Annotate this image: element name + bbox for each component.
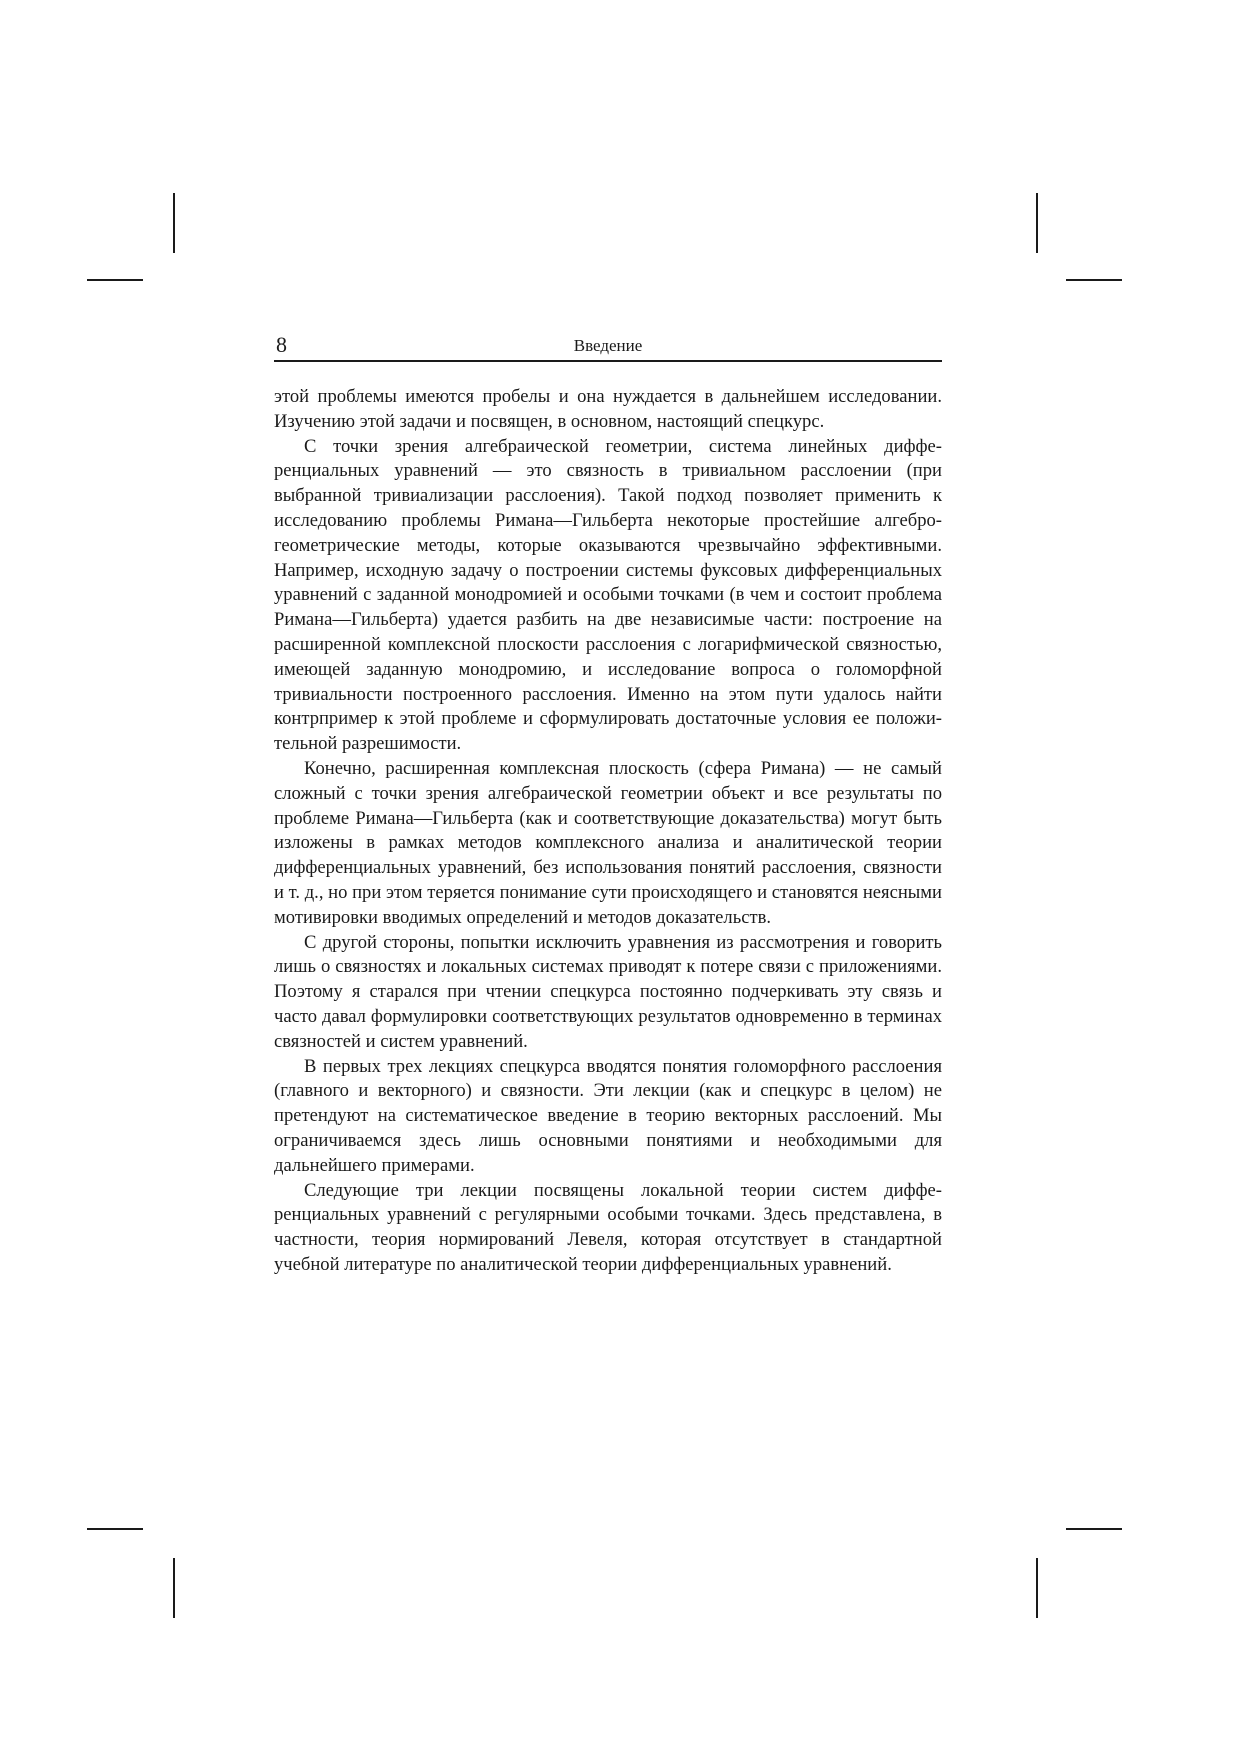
paragraph: С другой стороны, попытки исключить уравнения из рассмотрения и говорить лишь о связностях и локальных системах приводят к потере связи с приложениями. Поэтому я старался при чтении спецкурса постоянно подчеркивать эту связь и часто давал формулировки соответствующих результатов одновременно в терминах связностей и систем уравнений. [274,931,942,1052]
crop-mark-bottom-left-vertical [173,1558,175,1618]
body-text [274,385,942,1278]
page-header [274,330,942,362]
crop-mark-top-right-vertical [1036,193,1038,253]
crop-mark-bottom-right-vertical [1036,1558,1038,1618]
paragraph: Конечно, расширенная комплексная плоскость (сфера Римана) — не самый сложный с точки зрения алгебраической геометрии объект и все результаты по проблеме Римана—Гильберта (как и соответствующие доказательства) могут быть изложены в рамках методов комплексного анализа и аналитической теории дифференциальных уравнений, без использования понятий расслоения, связности и т. д., но при этом теряется понимание сути происходящего и становятся неясными мотивировки вводимых определений и методов доказательств. [274,757,942,928]
crop-mark-bottom-left-horizontal [87,1528,143,1530]
crop-mark-top-left-horizontal [87,279,143,281]
paragraph-continued: этой проблемы имеются пробелы и она нуждается в дальнейшем исследовании. Изучению этой задачи и посвящен, в основном, настоящий спецкурс. [274,386,942,432]
running-title: Введение [573,336,643,355]
paragraph: В первых трех лекциях спецкурса вводятся понятия голоморфного расслоения (главного и векторного) и связности. Эти лекции (как и спецкурс в целом) не претендуют на систематическое введение в теорию векторных расслоений. Мы ограничиваемся здесь лишь основными понятиями и необходимыми для дальнейшего примерами. [274,1055,942,1176]
crop-mark-bottom-right-horizontal [1066,1528,1122,1530]
crop-mark-top-left-vertical [173,193,175,253]
paragraph: Следующие три лекции посвящены локальной теории систем дифференциальных уравнений с регулярными особыми точками. Здесь представлена, в частности, теория нормирований Левеля, которая отсутствует в стандартной учебной литературе по аналитической теории дифференциальных уравнений. [274,1179,942,1275]
page-number: 8 [276,332,287,357]
crop-mark-top-right-horizontal [1066,279,1122,281]
paragraph: С точки зрения алгебраической геометрии, система линейных дифференциальных уравнений — это связность в тривиальном расслоении (при выбранной тривиализации расслоения). Такой подход позволяет применить к исследованию проблемы Римана—Гильберта некоторые простейшие алгебро-геометрические методы, которые оказываются чрезвычайно эффективными. Например, исходную задачу о построении системы фуксовых дифференциальных уравнений с заданной монодромией и особыми точками (в чем и состоит проблема Римана—Гильберта) удается разбить на две независимые части: построение на расширенной комплексной плоскости расслоения с логарифмической связностью, имеющей заданную монодромию, и исследование вопроса о голоморфной тривиальности построенного расслоения. Именно на этом пути удалось найти контрпример к этой проблеме и сформулировать достаточные условия ее положительной разрешимости. [274,435,942,755]
